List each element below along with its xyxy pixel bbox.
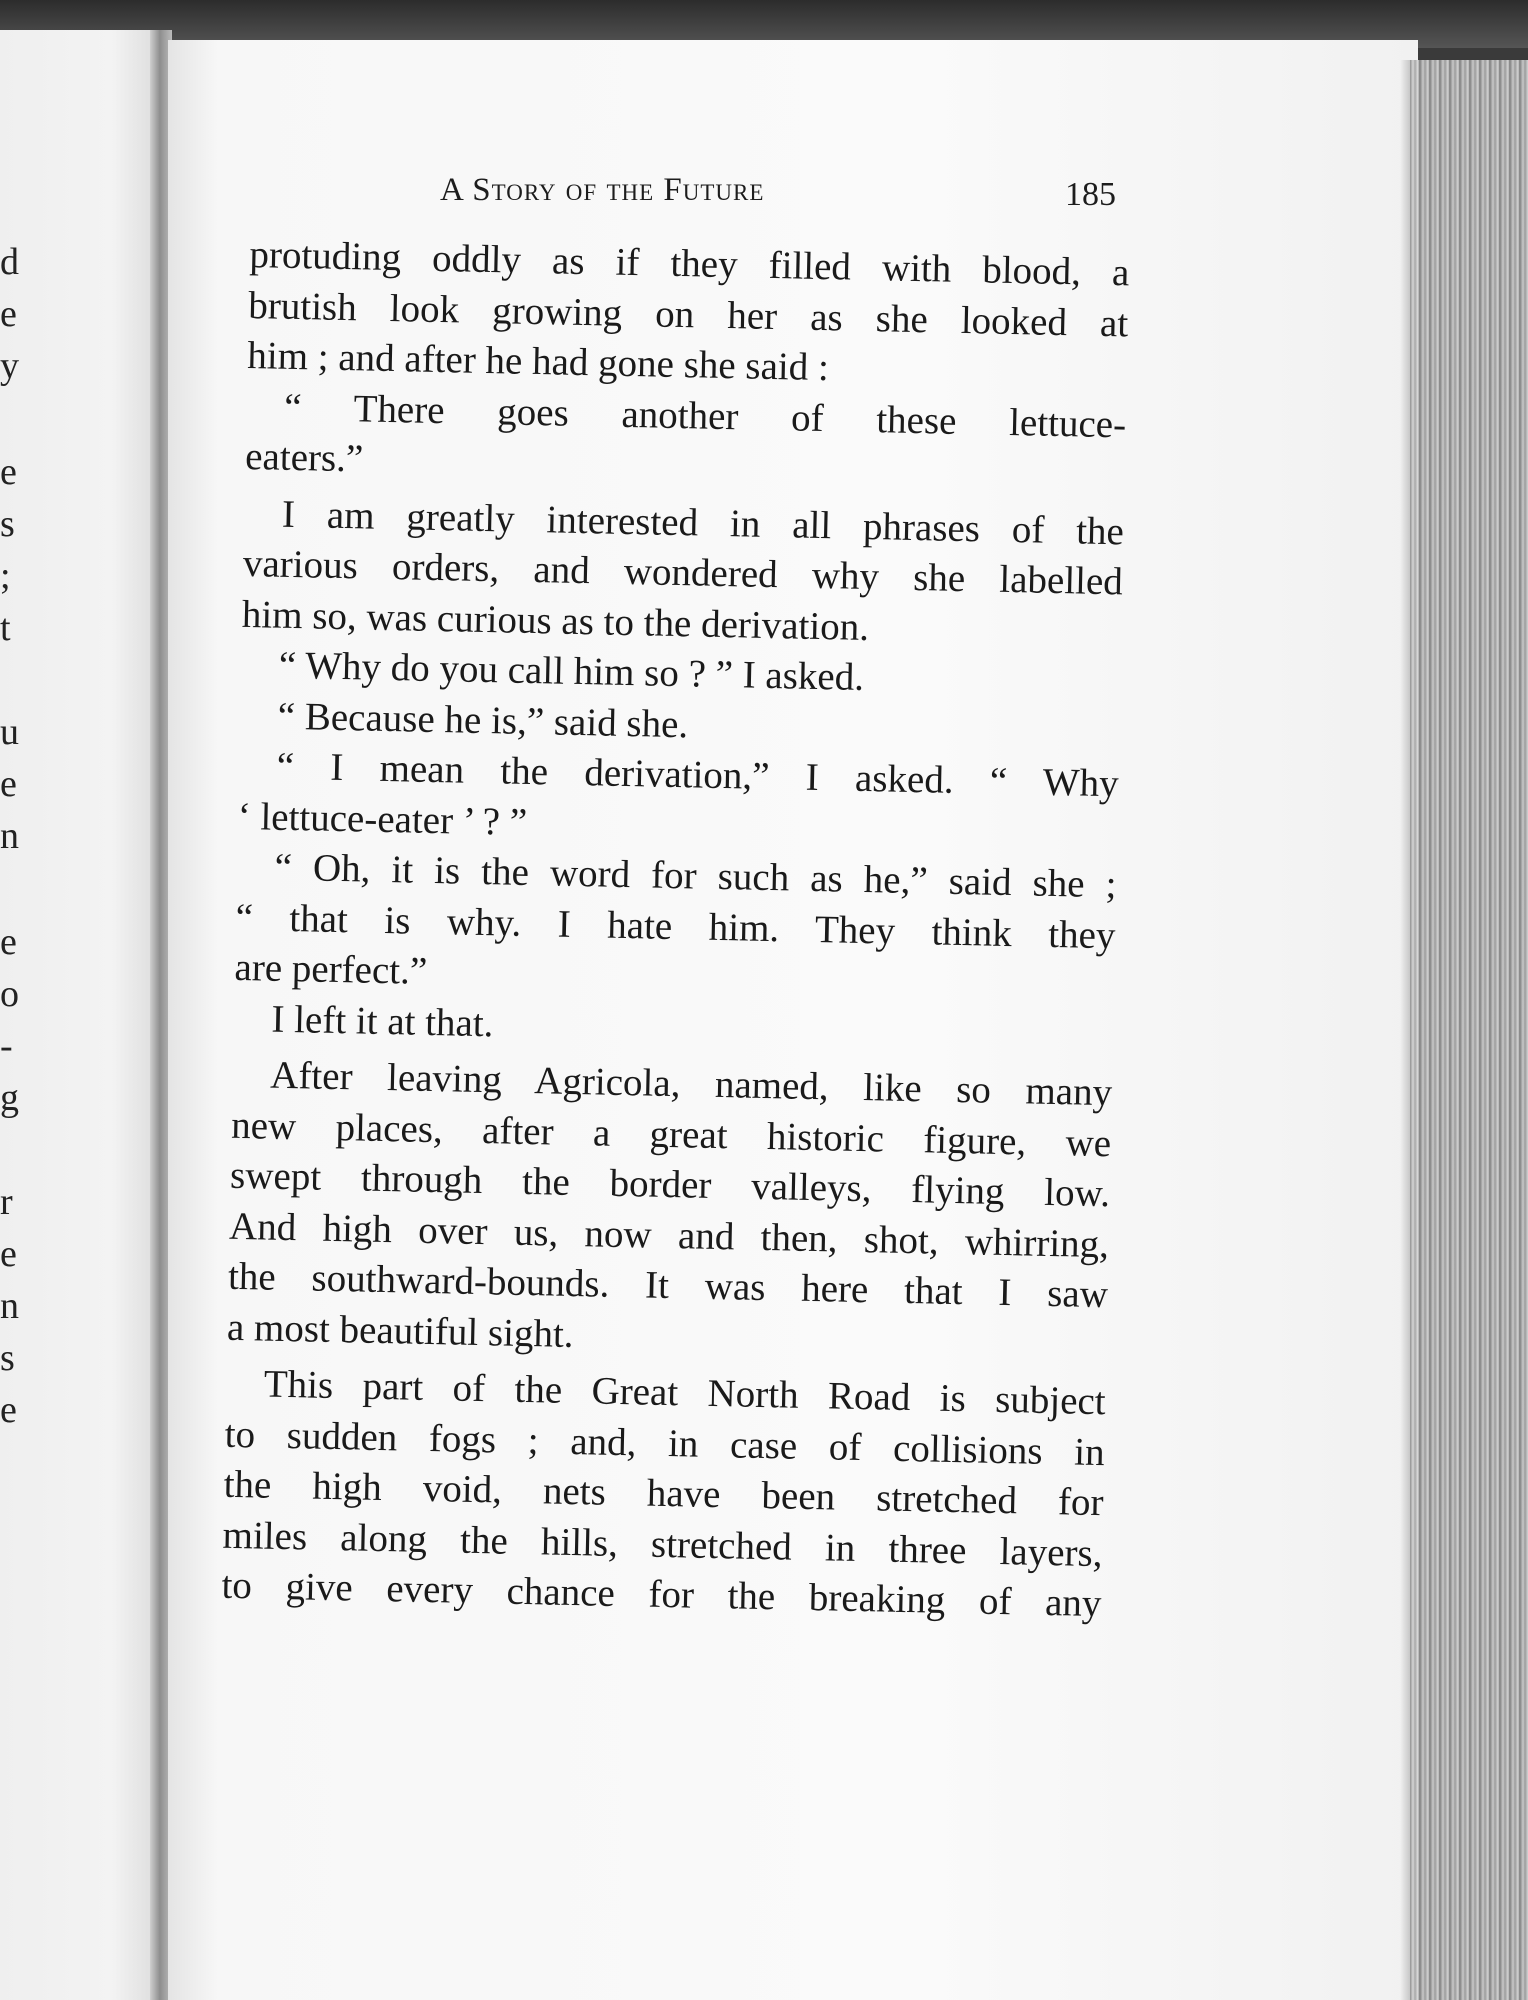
left-fragment: - [0, 1025, 13, 1067]
left-fragment: e [0, 921, 17, 963]
text-line: to give every chance for the breaking of any [221, 1563, 1102, 1626]
left-fragment: u [0, 711, 19, 753]
running-header-title: Story of the Future [472, 172, 765, 208]
text-line: various orders, and wondered why she labelled [242, 541, 1124, 604]
text-line: to sudden fogs ; and, in case of collisions in [224, 1412, 1106, 1474]
left-fragment: r [0, 1181, 13, 1223]
running-header [440, 172, 764, 209]
text-line: a most beautiful sight. [226, 1305, 575, 1356]
left-fragment: e [0, 451, 17, 493]
text-line: “ Why do you call him so ? ” I asked. [278, 643, 865, 699]
left-fragment: s [0, 1337, 15, 1379]
left-fragment: y [0, 345, 19, 387]
left-page [0, 30, 160, 2000]
left-fragment: e [0, 763, 17, 805]
page-edges [1410, 60, 1528, 2000]
page-number: 185 [1065, 176, 1116, 213]
text-line: new places, after a great historic figure, we [230, 1103, 1112, 1165]
text-line: This part of the Great North Road is subject [263, 1362, 1107, 1424]
text-line: are perfect.” [234, 945, 428, 993]
text-line: him so, was curious as to the derivation. [241, 592, 870, 649]
text-line: “ There goes another of these lettuce- [283, 385, 1127, 446]
left-fragment: e [0, 1389, 17, 1431]
text-line: him ; and after he had gone she said : [246, 333, 830, 390]
left-fragment: e [0, 293, 17, 335]
body-text [221, 230, 1130, 1630]
text-line: miles along the hills, stretched in three layers, [222, 1513, 1103, 1575]
text-line: the high void, nets have been stretched for [223, 1462, 1104, 1525]
left-fragment: n [0, 1285, 19, 1327]
text-line: “ that is why. I hate him. They think they [235, 895, 1116, 957]
text-line: I left it at that. [271, 997, 494, 1045]
left-fragment: g [0, 1077, 19, 1119]
left-fragment: d [0, 241, 19, 283]
text-line: protuding oddly as if they filled with blood, a [249, 232, 1130, 295]
text-line: brutish look growing on her as she looked at [247, 283, 1129, 345]
left-fragment: o [0, 973, 19, 1015]
text-line: eaters.” [244, 434, 364, 481]
text-line: “ I mean the derivation,” I asked. “ Why [276, 744, 1120, 806]
left-fragment: n [0, 815, 19, 857]
text-line: “ Oh, it is the word for such as he,” said she ; [274, 845, 1117, 907]
left-fragment: e [0, 1233, 17, 1275]
left-fragment: s [0, 503, 15, 545]
text-line: “ Because he is,” said she. [277, 694, 689, 746]
text-line: After leaving Agricola, named, like so many [269, 1053, 1113, 1115]
text-line: swept through the border valleys, flying low. [229, 1153, 1111, 1216]
text-line: And high over us, now and then, shot, whirring, [228, 1204, 1110, 1266]
left-fragment: ; [0, 555, 11, 597]
text-line: ‘ lettuce-eater ’ ? ” [237, 794, 528, 844]
left-fragment: t [0, 607, 11, 649]
running-header-prefix: A [440, 172, 473, 208]
text-line: I am greatly interested in all phrases of the [281, 492, 1125, 553]
text-line: the southward-bounds. It was here that I saw [227, 1254, 1109, 1317]
